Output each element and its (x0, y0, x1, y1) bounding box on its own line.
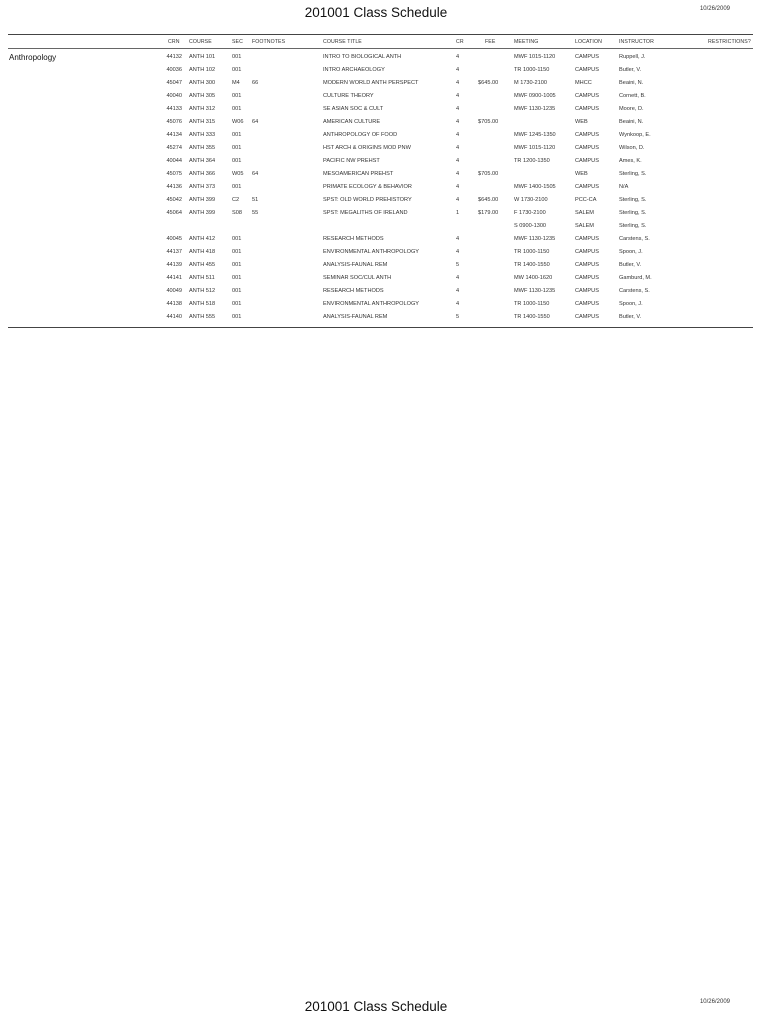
column-header-location: LOCATION (575, 39, 602, 45)
crn-cell: 44138 (166, 301, 182, 307)
credits-cell: 4 (456, 288, 460, 294)
instructor-cell: Moore, D. (619, 106, 644, 112)
footnote-cell: 64 (252, 171, 259, 177)
crn-cell: 44136 (166, 184, 182, 190)
meeting-cell: TR 1000-1150 (514, 67, 550, 73)
credits-cell: 4 (456, 184, 460, 190)
meeting-cell: F 1730-2100 (514, 210, 546, 216)
fee-cell: $645.00 (478, 80, 499, 86)
course-cell: ANTH 102 (189, 67, 216, 73)
table-row (0, 79, 768, 92)
course-cell: ANTH 355 (189, 145, 216, 151)
fee-cell: $705.00 (478, 119, 499, 125)
crn-cell: 40045 (166, 236, 182, 242)
course-cell: ANTH 399 (189, 210, 216, 216)
credits-cell: 4 (456, 67, 460, 73)
course-cell: ANTH 555 (189, 314, 216, 320)
fee-cell: $705.00 (478, 171, 499, 177)
credits-cell: 4 (456, 106, 460, 112)
table-row (0, 92, 768, 105)
credits-cell: 4 (456, 158, 460, 164)
meeting-cell: MWF 1400-1505 (514, 184, 556, 190)
table-row (0, 170, 768, 183)
table-row (0, 157, 768, 170)
course-title-cell: SPST: OLD WORLD PREHISTORY (323, 197, 412, 203)
crn-cell: 40049 (166, 288, 182, 294)
course-title-cell: PRIMATE ECOLOGY & BEHAVIOR (323, 184, 412, 190)
meeting-cell: MWF 1245-1350 (514, 132, 556, 138)
location-cell: CAMPUS (575, 301, 599, 307)
table-row (0, 274, 768, 287)
instructor-cell: Beaini, N. (619, 80, 644, 86)
course-title-cell: SEMINAR SOC/CUL ANTH (323, 275, 392, 281)
credits-cell: 4 (456, 145, 460, 151)
print-date: 10/26/2009 (699, 6, 730, 12)
meeting-cell: MWF 1130-1235 (514, 106, 556, 112)
instructor-cell: Beaini, N. (619, 119, 644, 125)
meeting-cell: TR 1400-1550 (514, 262, 550, 268)
table-row (0, 66, 768, 79)
section-cell: 001 (232, 67, 242, 73)
location-cell: CAMPUS (575, 314, 599, 320)
meeting-cell: MWF 0900-1005 (514, 93, 556, 99)
instructor-cell: Ruppell, J. (619, 54, 646, 60)
column-header-crn: CRN (168, 39, 180, 45)
table-row (0, 183, 768, 196)
table-row (0, 118, 768, 131)
header-top-rule (8, 34, 753, 35)
table-row (0, 222, 768, 235)
course-title-cell: RESEARCH METHODS (323, 236, 384, 242)
crn-cell: 45042 (166, 197, 182, 203)
instructor-cell: Ames, K. (619, 158, 642, 164)
course-cell: ANTH 518 (189, 301, 216, 307)
crn-cell: 45064 (166, 210, 182, 216)
instructor-cell: Cornett, B. (619, 93, 646, 99)
section-cell: 001 (232, 288, 242, 294)
section-cell: S08 (232, 210, 242, 216)
instructor-cell: Butler, V. (619, 67, 642, 73)
table-row (0, 313, 768, 326)
location-cell: CAMPUS (575, 184, 599, 190)
table-row (0, 261, 768, 274)
course-title-cell: MESOAMERICAN PREHST (323, 171, 394, 177)
location-cell: CAMPUS (575, 158, 599, 164)
course-title-cell: SE ASIAN SOC & CULT (323, 106, 384, 112)
location-cell: MHCC (575, 80, 592, 86)
location-cell: CAMPUS (575, 54, 599, 60)
location-cell: SALEM (575, 223, 594, 229)
section-cell: W06 (232, 119, 244, 125)
location-cell: CAMPUS (575, 67, 599, 73)
course-title-cell: RESEARCH METHODS (323, 288, 384, 294)
meeting-cell: S 0900-1300 (514, 223, 547, 229)
credits-cell: 1 (456, 210, 460, 216)
footnote-cell: 66 (252, 80, 259, 86)
location-cell: CAMPUS (575, 93, 599, 99)
footnote-cell: 51 (252, 197, 259, 203)
table-row (0, 131, 768, 144)
column-header-sec: SEC (232, 39, 243, 45)
table-row (0, 105, 768, 118)
location-cell: CAMPUS (575, 236, 599, 242)
course-cell: ANTH 399 (189, 197, 216, 203)
course-cell: ANTH 333 (189, 132, 216, 138)
section-cell: 001 (232, 275, 242, 281)
meeting-cell: MWF 1130-1235 (514, 288, 556, 294)
column-header-course-title: COURSE TITLE (323, 39, 362, 45)
meeting-cell: TR 1000-1150 (514, 301, 550, 307)
instructor-cell: Gamburd, M. (619, 275, 652, 281)
fee-cell: $645.00 (478, 197, 499, 203)
course-cell: ANTH 315 (189, 119, 216, 125)
course-title-cell: HST ARCH & ORIGINS MOD PNW (323, 145, 411, 151)
section-cell: 001 (232, 301, 242, 307)
course-cell: ANTH 455 (189, 262, 216, 268)
crn-cell: 45047 (166, 80, 182, 86)
meeting-cell: MWF 1130-1235 (514, 236, 556, 242)
section-end-rule (8, 327, 753, 328)
course-cell: ANTH 418 (189, 249, 216, 255)
location-cell: CAMPUS (575, 249, 599, 255)
course-title-cell: MODERN WORLD ANTH PERSPECT (323, 80, 419, 86)
column-header-instructor: INSTRUCTOR (619, 39, 654, 45)
course-title-cell: ANTHROPOLOGY OF FOOD (323, 132, 398, 138)
location-cell: WEB (575, 171, 588, 177)
course-cell: ANTH 511 (189, 275, 215, 281)
instructor-cell: Sterling, S. (619, 197, 647, 203)
table-row (0, 248, 768, 261)
table-row (0, 196, 768, 209)
credits-cell: 4 (456, 197, 460, 203)
section-cell: 001 (232, 249, 242, 255)
meeting-cell: M 1730-2100 (514, 80, 547, 86)
instructor-cell: Wilson, D. (619, 145, 645, 151)
course-cell: ANTH 412 (189, 236, 216, 242)
meeting-cell: TR 1000-1150 (514, 249, 550, 255)
column-header-meeting: MEETING (514, 39, 539, 45)
location-cell: CAMPUS (575, 275, 599, 281)
course-cell: ANTH 512 (189, 288, 216, 294)
column-header-course: COURSE (189, 39, 212, 45)
credits-cell: 4 (456, 132, 460, 138)
page-title: 201001 Class Schedule (304, 5, 448, 20)
table-row (0, 144, 768, 157)
fee-cell: $179.00 (478, 210, 499, 216)
section-cell: 001 (232, 132, 242, 138)
instructor-cell: Sterling, S. (619, 171, 647, 177)
course-title-cell: ANALYSIS-FAUNAL REM (323, 262, 388, 268)
table-row (0, 209, 768, 222)
crn-cell: 40040 (166, 93, 182, 99)
crn-cell: 44132 (166, 54, 182, 60)
column-header-fee: FEE (485, 39, 496, 45)
column-header-cr: CR (456, 39, 464, 45)
credits-cell: 5 (456, 262, 460, 268)
footnote-cell: 64 (252, 119, 259, 125)
crn-cell: 45076 (166, 119, 182, 125)
instructor-cell: N/A (619, 184, 629, 190)
meeting-cell: MW 1400-1620 (514, 275, 553, 281)
credits-cell: 4 (456, 80, 460, 86)
course-title-cell: SPST: MEGALITHS OF IRELAND (323, 210, 408, 216)
meeting-cell: MWF 1015-1120 (514, 145, 556, 151)
course-title-cell: INTRO ARCHAEOLOGY (323, 67, 385, 73)
location-cell: CAMPUS (575, 288, 599, 294)
crn-cell: 40044 (166, 158, 182, 164)
location-cell: CAMPUS (575, 262, 599, 268)
meeting-cell: TR 1200-1350 (514, 158, 550, 164)
crn-cell: 45075 (166, 171, 182, 177)
header-bottom-rule (8, 48, 753, 49)
credits-cell: 4 (456, 301, 460, 307)
credits-cell: 4 (456, 119, 460, 125)
location-cell: SALEM (575, 210, 594, 216)
department-name: Anthropology (9, 53, 57, 62)
section-cell: 001 (232, 145, 242, 151)
footnote-cell: 55 (252, 210, 259, 216)
credits-cell: 4 (456, 54, 460, 60)
crn-cell: 44139 (166, 262, 182, 268)
location-cell: WEB (575, 119, 588, 125)
course-title-cell: PACIFIC NW PREHST (323, 158, 380, 164)
section-cell: 001 (232, 54, 242, 60)
section-cell: 001 (232, 314, 242, 320)
instructor-cell: Spoon, J. (619, 249, 643, 255)
course-title-cell: ENVIRONMENTAL ANTHROPOLOGY (323, 249, 420, 255)
course-title-cell: ENVIRONMENTAL ANTHROPOLOGY (323, 301, 420, 307)
course-cell: ANTH 312 (189, 106, 216, 112)
instructor-cell: Butler, V. (619, 262, 642, 268)
location-cell: CAMPUS (575, 106, 599, 112)
table-row (0, 300, 768, 313)
crn-cell: 45274 (166, 145, 182, 151)
credits-cell: 4 (456, 171, 460, 177)
course-title-cell: AMERICAN CULTURE (323, 119, 381, 125)
course-cell: ANTH 305 (189, 93, 216, 99)
column-header-footnotes: FOOTNOTES (252, 39, 286, 45)
section-cell: 001 (232, 236, 242, 242)
course-cell: ANTH 366 (189, 171, 216, 177)
course-cell: ANTH 364 (189, 158, 216, 164)
meeting-cell: MWF 1015-1120 (514, 54, 556, 60)
section-cell: W05 (232, 171, 244, 177)
table-row (0, 53, 768, 66)
footer-title: 201001 Class Schedule (304, 999, 448, 1014)
credits-cell: 5 (456, 314, 460, 320)
section-cell: 001 (232, 106, 242, 112)
course-cell: ANTH 101 (189, 54, 216, 60)
instructor-cell: Sterling, S. (619, 223, 647, 229)
section-cell: 001 (232, 158, 242, 164)
crn-cell: 40036 (166, 67, 182, 73)
crn-cell: 44133 (166, 106, 182, 112)
credits-cell: 4 (456, 236, 460, 242)
location-cell: PCC-CA (575, 197, 597, 203)
credits-cell: 4 (456, 249, 460, 255)
instructor-cell: Sterling, S. (619, 210, 647, 216)
credits-cell: 4 (456, 275, 460, 281)
table-row (0, 287, 768, 300)
course-title-cell: CULTURE THEORY (323, 93, 374, 99)
course-cell: ANTH 300 (189, 80, 216, 86)
location-cell: CAMPUS (575, 145, 599, 151)
section-cell: 001 (232, 184, 242, 190)
instructor-cell: Carstens, S. (619, 288, 650, 294)
instructor-cell: Wynkoop, E. (619, 132, 651, 138)
table-row (0, 235, 768, 248)
column-header-restrictions: RESTRICTIONS? (708, 39, 751, 45)
section-cell: 001 (232, 262, 242, 268)
section-cell: M4 (232, 80, 240, 86)
location-cell: CAMPUS (575, 132, 599, 138)
section-cell: C2 (232, 197, 240, 203)
crn-cell: 44141 (166, 275, 182, 281)
course-cell: ANTH 373 (189, 184, 216, 190)
footer-date: 10/26/2009 (699, 999, 730, 1005)
section-cell: 001 (232, 93, 242, 99)
crn-cell: 44140 (166, 314, 182, 320)
instructor-cell: Butler, V. (619, 314, 642, 320)
instructor-cell: Spoon, J. (619, 301, 643, 307)
crn-cell: 44134 (166, 132, 182, 138)
meeting-cell: TR 1400-1550 (514, 314, 550, 320)
crn-cell: 44137 (166, 249, 182, 255)
course-title-cell: INTRO TO BIOLOGICAL ANTH (323, 54, 402, 60)
course-title-cell: ANALYSIS-FAUNAL REM (323, 314, 388, 320)
schedule-table (0, 53, 768, 326)
credits-cell: 4 (456, 93, 460, 99)
instructor-cell: Carstens, S. (619, 236, 650, 242)
meeting-cell: W 1730-2100 (514, 197, 548, 203)
